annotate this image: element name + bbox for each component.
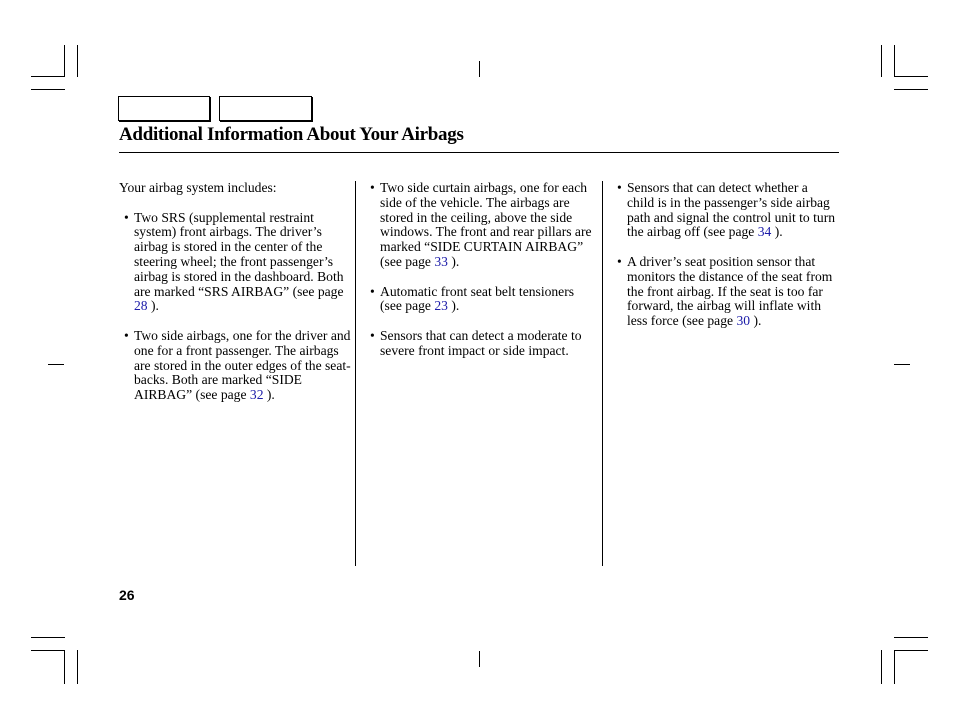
page-link[interactable]: 23 [434,298,448,314]
bullet-icon: • [617,180,622,195]
column-3 [612,181,838,344]
column-1 [119,181,351,418]
bullet-icon: • [370,283,375,299]
nav-tab-1[interactable] [118,96,210,121]
column-divider [602,181,603,566]
bullet-list [612,181,838,329]
bullet-icon: • [124,209,129,225]
page-link[interactable]: 30 [736,313,751,329]
list-item: • Two side airbags, one for the driver and one for a front passenger. The airbags are stored in the outer edges of the seat-backs. Both are marked “SIDE AIRBAG” (see page 32 ). [124,327,351,403]
page-link[interactable]: 34 [757,224,772,240]
page-link[interactable]: 28 [134,298,148,314]
page-number: 26 [119,587,135,603]
bullet-icon: • [617,253,622,269]
list-item: • Automatic front seat belt tensioners (see page 23 ). [370,283,575,314]
title-divider [119,152,839,153]
list-item: • Two SRS (supplemental restraint system) front airbags. The driver’s airbag is stored in the center of the steering wheel; the front passenger’s airbag is stored in the dashboard. Both are marked “SRS AIRBAG” (see page 28 ). [124,209,344,314]
intro-text: Your airbag system includes: [119,180,277,195]
column-divider [355,181,356,566]
bullet-list [365,181,597,359]
list-item: • Two side curtain airbags, one for each side of the vehicle. The airbags are stored in the ceiling, above the side windows. The front and rear pillars are marked “SIDE CURTAIN AIRBAG” (see page 33 ). [370,180,592,269]
page-link[interactable]: 32 [249,387,264,403]
list-item: • Sensors that can detect a moderate to severe front impact or side impact. [370,327,582,358]
list-item: • Sensors that can detect whether a child is in the passenger’s side airbag path and signal the control unit to turn the airbag off (see page 34 ). [617,180,836,240]
bullet-icon: • [370,327,375,343]
bullet-list [119,211,351,403]
nav-tab-2[interactable] [219,96,312,121]
page-title: Additional Information About Your Airbags [119,124,464,145]
bullet-icon: • [370,180,375,195]
page-link[interactable]: 33 [434,253,448,269]
bullet-icon: • [124,327,129,343]
list-item: • A driver’s seat position sensor that monitors the distance of the seat from the front airbag. If the seat is too far forward, the airbag will inflate with less force (see page 30 ). [617,253,833,329]
column-2 [365,181,597,373]
